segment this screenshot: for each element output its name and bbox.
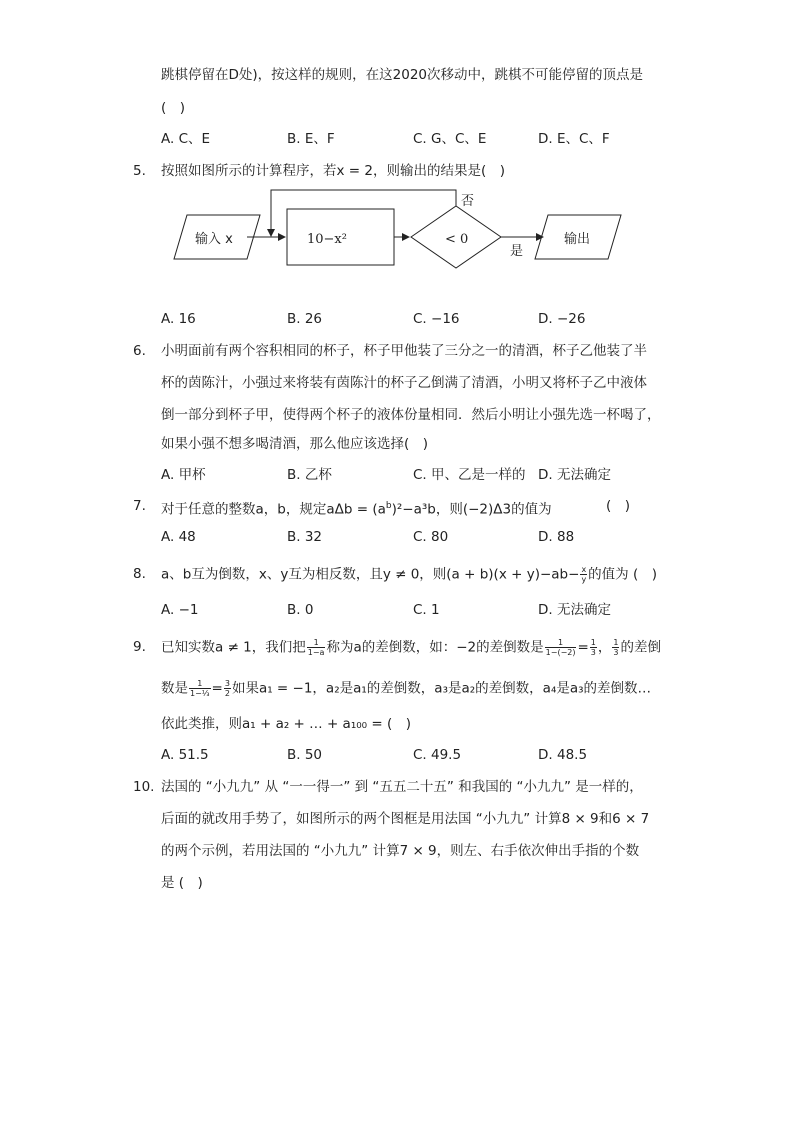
- q9-fraction-4: $\frac{1}{3}$: [613, 638, 619, 657]
- q9-fraction-5: $\frac{1}{\text{1−⅓}}$: [190, 679, 210, 698]
- q9-l1-equals: =: [577, 639, 589, 656]
- q5-text: 按照如图所示的计算程序，若x = 2，则输出的结果是( ): [161, 163, 506, 179]
- q5-option-d: D. −26: [538, 311, 586, 327]
- q10-text-line2: 后面的就改用手势了，如图所示的两个图框是用法国 “小九九” 计算8 × 9和6 × 7: [161, 811, 650, 827]
- q9-l2-equals: =: [211, 680, 223, 697]
- q6-option-b: B. 乙杯: [287, 467, 332, 483]
- q5-number: 5.: [133, 163, 146, 179]
- q9-l1-part2: 称为a的差倒数，如：−2的差倒数是: [326, 639, 544, 656]
- q8-text-part2: 的值为 ( ): [588, 566, 657, 583]
- q4-option-c: C. G、C、E: [413, 131, 487, 147]
- q9-fraction-1: $\frac{1}{1-a}$: [307, 638, 325, 657]
- q6-option-c: C. 甲、乙是一样的: [413, 467, 526, 483]
- q6-option-d: D. 无法确定: [538, 467, 611, 483]
- q9-number: 9.: [133, 639, 146, 655]
- q8-option-a: A. −1: [161, 602, 199, 618]
- q9-text-line1: [161, 638, 661, 657]
- q7-text: [161, 497, 552, 519]
- q9-fraction-3: $\frac{1}{3}$: [590, 638, 596, 657]
- q7-number: 7.: [133, 498, 146, 514]
- q8-fraction: $\frac{x}{y}$: [581, 565, 587, 584]
- q6-text-line1: 小明面前有两个容积相同的杯子，杯子甲他装了三分之一的清酒，杯子乙他装了半: [161, 343, 647, 359]
- q7-option-d: D. 88: [538, 529, 575, 545]
- q4-text-line2: ( ): [161, 100, 186, 116]
- q4-option-d: D. E、C、F: [538, 131, 610, 147]
- q4-text-line1: 跳棋停留在D处)，按这样的规则，在这2020次移动中，跳棋不可能停留的顶点是: [161, 67, 644, 83]
- q8-option-d: D. 无法确定: [538, 602, 611, 618]
- q10-text-line1: 法国的 “小九九” 从 “一一得一” 到 “五五二十五” 和我国的 “小九九” 是一样的，: [161, 779, 643, 795]
- q5-flowchart: [165, 186, 591, 276]
- q9-l2-part1: 数是: [161, 680, 188, 697]
- q7-option-c: C. 80: [413, 529, 449, 545]
- q8-text: [161, 565, 657, 584]
- q5-option-c: C. −16: [413, 311, 460, 327]
- q6-text-line4: 如果小强不想多喝清酒，那么他应该选择( ): [161, 436, 429, 452]
- q7-superscript-b: b: [385, 501, 392, 511]
- q9-option-a: A. 51.5: [161, 747, 209, 763]
- q6-number: 6.: [133, 343, 146, 359]
- q5-option-b: B. 26: [287, 311, 323, 327]
- q4-option-b: B. E、F: [287, 131, 335, 147]
- q7-text-part1: 对于任意的整数a，b，规定aΔb = (a: [161, 501, 386, 518]
- q10-text-line4: 是 ( ): [161, 875, 203, 891]
- q8-number: 8.: [133, 566, 146, 582]
- flow-process-label: 10−x²: [307, 232, 347, 247]
- q7-text-part2: )²−a³b，则(−2)Δ3的值为: [391, 501, 552, 518]
- q8-option-b: B. 0: [287, 602, 314, 618]
- q9-l1-part1: 已知实数a ≠ 1，我们把: [161, 639, 306, 656]
- flow-yes-label: 是: [510, 244, 524, 259]
- q9-l1-part3: 的差倒: [620, 639, 661, 656]
- flow-no-label: 否: [461, 194, 475, 209]
- q6-option-a: A. 甲杯: [161, 467, 206, 483]
- q7-option-b: B. 32: [287, 529, 323, 545]
- q9-option-c: C. 49.5: [413, 747, 462, 763]
- q9-option-b: B. 50: [287, 747, 323, 763]
- q6-text-line3: 倒一部分到杯子甲，使得两个杯子的液体份量相同．然后小明让小强先选一杯喝了，: [161, 407, 661, 423]
- q9-text-line2: [161, 679, 651, 698]
- flow-loop-arrow: [271, 190, 456, 236]
- q7-paren: ( ): [606, 498, 631, 514]
- q10-text-line3: 的两个示例，若用法国的 “小九九” 计算7 × 9，则左、右手依次伸出手指的个数: [161, 843, 640, 859]
- q5-option-a: A. 16: [161, 311, 196, 327]
- q8-text-part1: a、b互为倒数，x、y互为相反数，且y ≠ 0，则(a + b)(x + y)−ab−: [161, 566, 580, 583]
- q9-l1-comma: ，: [597, 639, 612, 656]
- q8-option-c: C. 1: [413, 602, 440, 618]
- q9-l2-part2: 如果a₁ = −1，a₂是a₁的差倒数，a₃是a₂的差倒数，a₄是a₃的差倒数…: [231, 680, 652, 697]
- q10-number: 10.: [133, 779, 155, 795]
- q9-text-line3: 依此类推，则a₁ + a₂ + … + a₁₀₀ = ( ): [161, 716, 411, 732]
- flow-decision-label: < 0: [445, 232, 469, 247]
- q9-fraction-2: $\frac{1}{1-(-2)}$: [545, 638, 576, 657]
- q6-text-line2: 杯的茵陈汁，小强过来将装有茵陈汁的杯子乙倒满了清酒，小明又将杯子乙中液体: [161, 375, 647, 391]
- q9-option-d: D. 48.5: [538, 747, 588, 763]
- flow-input-label: 输入 x: [195, 232, 233, 247]
- q7-option-a: A. 48: [161, 529, 196, 545]
- q9-fraction-6: $\frac{3}{2}$: [224, 679, 230, 698]
- q4-option-a: A. C、E: [161, 131, 211, 147]
- flow-output-label: 输出: [564, 232, 591, 247]
